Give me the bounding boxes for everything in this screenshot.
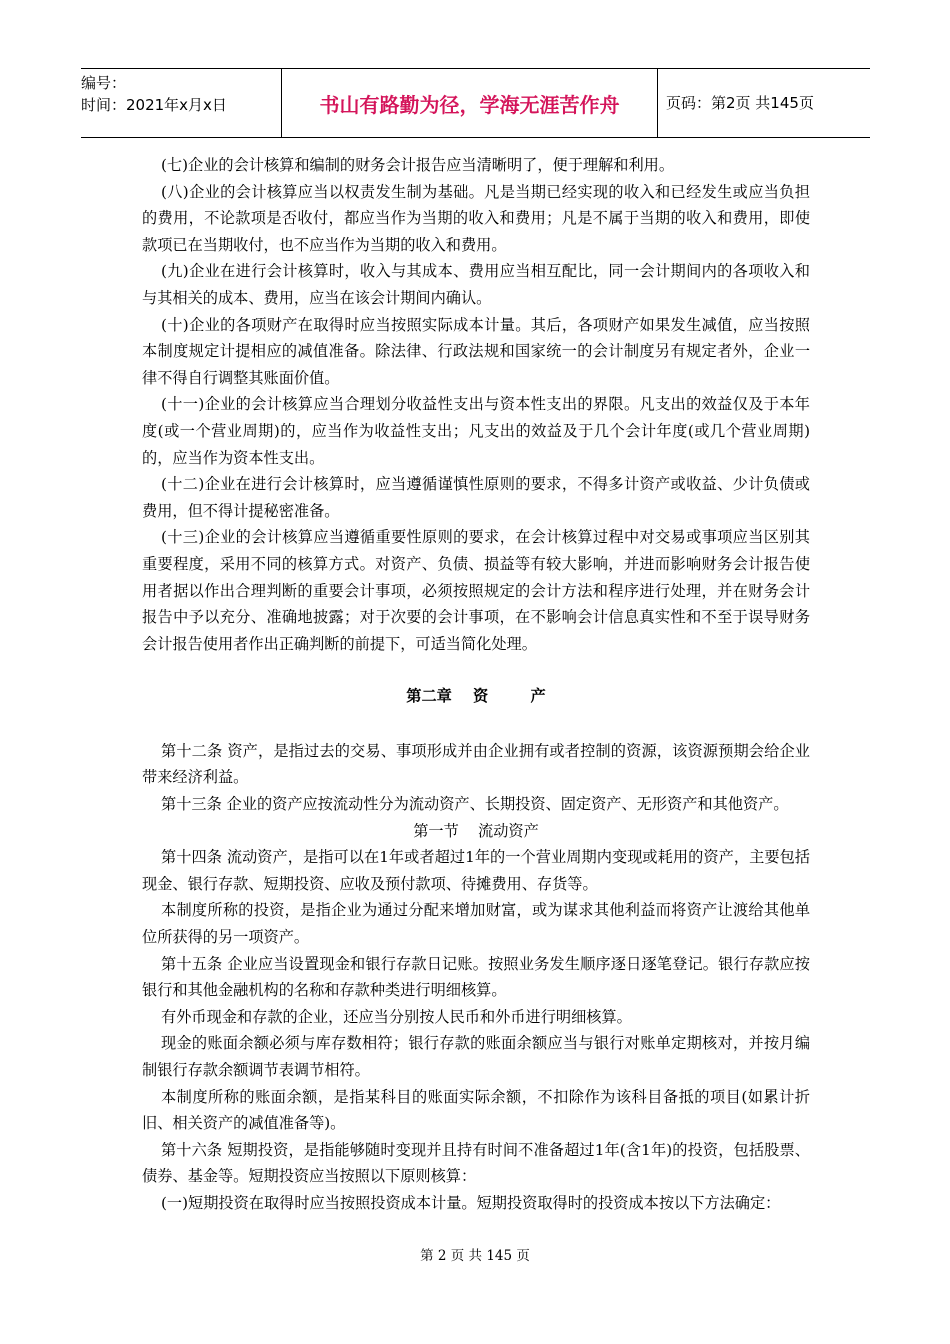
paragraph: (一)短期投资在取得时应当按照投资成本计量。短期投资取得时的投资成本按以下方法确定： <box>161 1193 781 1212</box>
paragraph: 第十六条 短期投资，是指能够随时变现并且持有时间不准备超过1年(含1年)的投资，包括股票、债券、基金等。短期投资应当按照以下原则核算： <box>142 1140 810 1186</box>
document-time-label: 时间：2021年x月x日 <box>81 96 227 114</box>
paragraph: (十一)企业的会计核算应当合理划分收益性支出与资本性支出的界限。凡支出的效益仅及于本年度(或一个营业周期)的，应当作为收益性支出；凡支出的效益及于几个会计年度(或几个营业周期)的，应当作为资本性支出。 <box>142 395 810 467</box>
page-footer: 第 2 页 共 145 页 <box>420 1248 530 1264</box>
header-info-cell <box>81 69 282 137</box>
document-number-label: 编号： <box>81 74 127 92</box>
section-title: 第一节 流动资产 <box>413 821 539 840</box>
paragraph: (九)企业在进行会计核算时，收入与其成本、费用应当相互配比，同一会计期间内的各项收入和与其相关的成本、费用，应当在该会计期间内确认。 <box>142 262 810 307</box>
paragraph: 第十三条 企业的资产应按流动性分为流动资产、长期投资、固定资产、无形资产和其他资产。 <box>161 795 789 814</box>
paragraph: 第十四条 流动资产，是指可以在1年或者超过1年的一个营业周期内变现或耗用的资产，主要包括现金、银行存款、短期投资、应收及预付款项、待摊费用、存货等。 <box>142 848 810 893</box>
paragraph: (十)企业的各项财产在取得时应当按照实际成本计量。其后，各项财产如果发生减值，应当按照本制度规定计提相应的减值准备。除法律、行政法规和国家统一的会计制度另有规定者外，企业一律不得自行调整其账面价值。 <box>142 315 810 387</box>
paragraph: 本制度所称的账面余额，是指某科目的账面实际余额，不扣除作为该科目备抵的项目(如累计折旧、相关资产的减值准备等)。 <box>142 1087 810 1133</box>
paragraph: (七)企业的会计核算和编制的财务会计报告应当清晰明了，便于理解和利用。 <box>161 156 675 174</box>
paragraph: 第十五条 企业应当设置现金和银行存款日记账。按照业务发生顺序逐日逐笔登记。银行存款应按银行和其他金融机构的名称和存款种类进行明细核算。 <box>142 954 810 1000</box>
document-body <box>142 152 810 1217</box>
page-header <box>81 68 870 138</box>
header-motto: 书山有路勤为径，学海无涯苦作舟 <box>319 92 620 117</box>
paragraph: 第十二条 资产，是指过去的交易、事项形成并由企业拥有或者控制的资源，该资源预期会给企业带来经济利益。 <box>142 741 810 787</box>
chapter-title: 第二章 资 产 <box>406 687 546 706</box>
header-motto-cell <box>282 69 658 137</box>
paragraph: (八)企业的会计核算应当以权责发生制为基础。凡是当期已经实现的收入和已经发生或应当负担的费用，不论款项是否收付，都应当作为当期的收入和费用；凡是不属于当期的收入和费用，即使款项已在当期收付，也不应当作为当期的收入和费用。 <box>142 182 810 254</box>
paragraph: 本制度所称的投资，是指企业为通过分配来增加财富，或为谋求其他利益而将资产让渡给其他单位所获得的另一项资产。 <box>142 901 810 947</box>
paragraph: (十二)企业在进行会计核算时，应当遵循谨慎性原则的要求，不得多计资产或收益、少计负债或费用，但不得计提秘密准备。 <box>142 475 810 520</box>
header-page-cell <box>658 69 870 137</box>
header-page-label: 页码：第2页 共145页 <box>666 94 814 112</box>
paragraph: 有外币现金和存款的企业，还应当分别按人民币和外币进行明细核算。 <box>161 1007 632 1026</box>
paragraph: 现金的账面余额必须与库存数相符；银行存款的账面余额应当与银行对账单定期核对，并按月编制银行存款余额调节表调节相符。 <box>142 1034 810 1079</box>
paragraph: (十三)企业的会计核算应当遵循重要性原则的要求，在会计核算过程中对交易或事项应当区别其重要程度，采用不同的核算方式。对资产、负债、损益等有较大影响，并进而影响财务会计报告使用者据以作出合理判断的重要会计事项，必须按照规定的会计方法和程序进行处理，并在财务会计报告中予以充分、准确地披露；对于次要的会计事项，在不影响会计信息真实性和不至于误导财务会计报告使用者作出正确判断的前提下，可适当简化处理。 <box>142 528 810 653</box>
